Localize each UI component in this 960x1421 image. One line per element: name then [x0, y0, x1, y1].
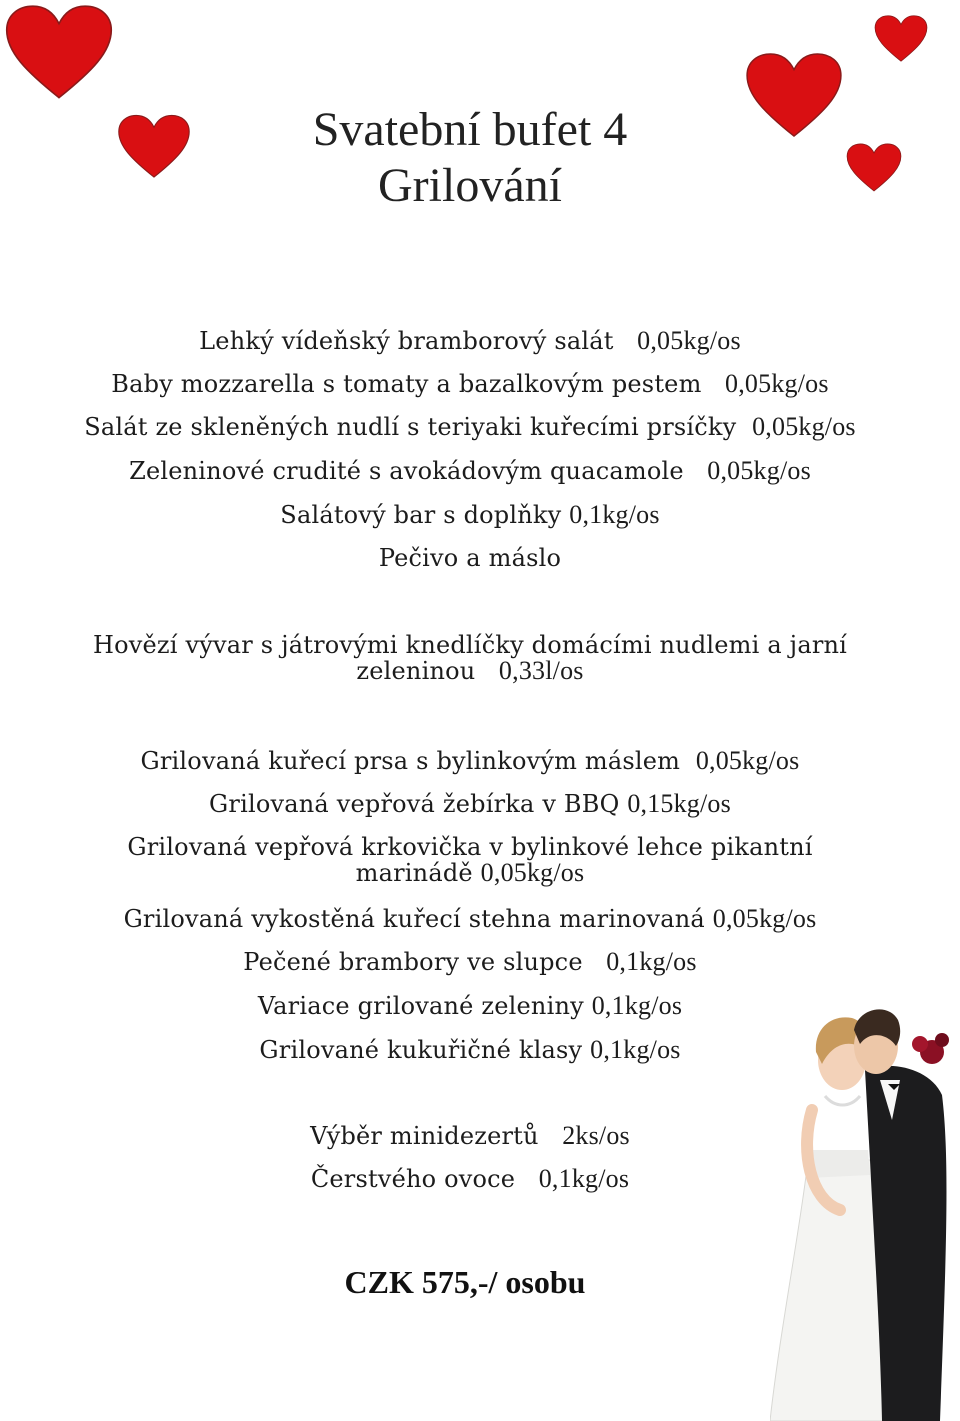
- menu-item-amount: 0,15kg/os: [627, 789, 731, 818]
- page-title: [0, 102, 940, 214]
- menu-item-text: Grilovaná kuřecí prsa s bylinkovým máslem: [140, 747, 681, 775]
- menu-item: [20, 544, 920, 572]
- menu-item-text: Salátový bar s doplňky: [280, 501, 562, 529]
- menu-item-amount: 0,05kg/os: [707, 456, 811, 485]
- menu-item-text: Pečené brambory ve slupce: [243, 948, 583, 976]
- menu-item-text: Hovězí vývar s játrovými knedlíčky domácími nudlemi a jarní zeleninou: [92, 631, 848, 685]
- wedding-couple-figurine: [770, 1000, 960, 1421]
- menu-item-text: Grilovaná vepřová krkovička v bylinkové lehce pikantní marinádě: [127, 833, 813, 887]
- menu-item-text: Pečivo a máslo: [378, 544, 562, 572]
- menu-item-soup: [40, 632, 900, 684]
- menu-item: [20, 327, 920, 355]
- menu-item-text: Grilovaná vykostěná kuřecí stehna marinovaná: [123, 905, 705, 933]
- menu-item-text: Grilované kukuřičné klasy: [259, 1036, 583, 1064]
- menu-item-amount: 0,1kg/os: [591, 991, 683, 1020]
- menu-item-amount: 0,1kg/os: [569, 500, 660, 529]
- menu-item-amount: 0,05kg/os: [480, 858, 585, 887]
- menu-item-amount: 0,05kg/os: [695, 746, 800, 775]
- menu-item: [20, 413, 920, 441]
- menu-item-text: Baby mozzarella s tomaty a bazalkovým pestem: [111, 370, 702, 398]
- title-line-2: Grilování: [378, 159, 562, 212]
- menu-item: [20, 370, 920, 398]
- menu-item: [20, 948, 920, 976]
- menu-item: [20, 905, 920, 933]
- menu-item-amount: 0,05kg/os: [725, 369, 829, 398]
- menu-item-text: Variace grilované zeleniny: [257, 992, 584, 1020]
- menu-item-amount: 0,1kg/os: [606, 947, 697, 976]
- menu-item-amount: 0,05kg/os: [637, 326, 741, 355]
- title-line-1: Svatební bufet 4: [312, 103, 628, 156]
- menu-item-amount: 0,33l/os: [498, 656, 584, 685]
- menu-item-amount: 0,05kg/os: [712, 904, 817, 933]
- menu-item-amount: 2ks/os: [562, 1121, 630, 1150]
- menu-item-text: Výběr minidezertů: [310, 1122, 539, 1150]
- menu-item-amount: 0,1kg/os: [590, 1035, 681, 1064]
- menu-item: [20, 457, 920, 485]
- menu-item-text: Salát ze skleněných nudlí s teriyaki kuřecími prsíčky: [84, 413, 737, 441]
- menu-item-text: Čerstvého ovoce: [310, 1165, 516, 1193]
- heart-icon: [874, 14, 928, 64]
- menu-item-text: Lehký vídeňský bramborový salát: [199, 327, 614, 355]
- menu-item-amount: 0,05kg/os: [752, 412, 856, 441]
- menu-item-text: Zeleninové crudité s avokádovým quacamole: [129, 457, 684, 485]
- menu-item-text: Grilovaná vepřová žebírka v BBQ: [209, 790, 620, 818]
- menu-item-amount: 0,1kg/os: [538, 1164, 630, 1193]
- heart-icon: [2, 4, 116, 102]
- menu-item: [60, 834, 880, 886]
- price-per-person: CZK 575,-/ osobu: [344, 1264, 586, 1300]
- menu-item: [20, 747, 920, 775]
- menu-item: [20, 501, 920, 529]
- menu-item: [20, 790, 920, 818]
